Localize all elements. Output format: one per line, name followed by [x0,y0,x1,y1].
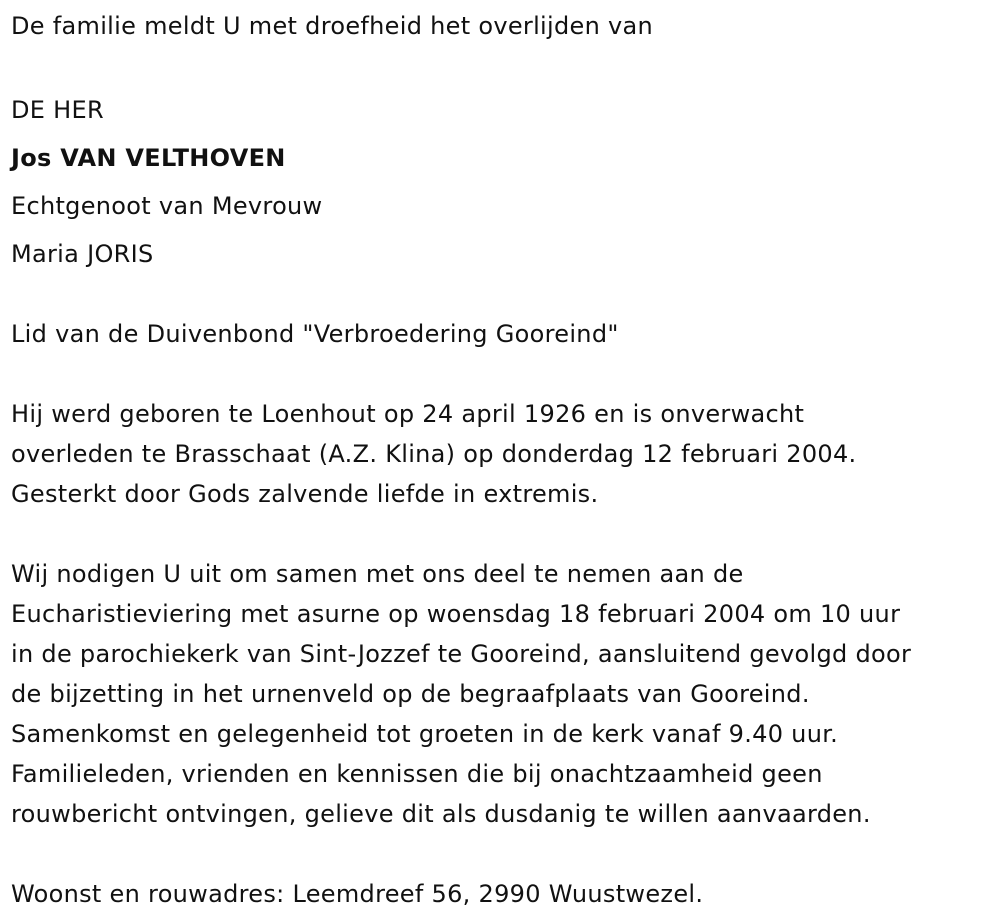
paragraph-line: Eucharistieviering met asurne op woensdag 18 februari 2004 om 10 uur [11,600,901,628]
obituary-document [11,6,991,914]
paragraph-line: Samenkomst en gelegenheid tot groeten in de kerk vanaf 9.40 uur. [11,720,839,748]
paragraph-line: Wij nodigen U uit om samen met ons deel te nemen aan de [11,560,744,588]
intro-text: De familie meldt U met droefheid het overlijden van [11,12,654,40]
spacer [11,514,991,554]
paragraph-line: in de parochiekerk van Sint-Jozzef te Gooreind, aansluitend gevolgd door [11,640,912,668]
invitation-paragraph [11,554,991,834]
paragraph-line: rouwbericht ontvingen, gelieve dit als dusdanig te willen aanvaarden. [11,800,871,828]
paragraph-line: Gesterkt door Gods zalvende liefde in extremis. [11,480,599,508]
paragraph-line: de bijzetting in het urnenveld op de begraafplaats van Gooreind. [11,680,810,708]
spacer [11,354,991,394]
paragraph-line: Familieleden, vrienden en kennissen die bij onachtzaamheid geen [11,760,823,788]
paragraph-line: overleden te Brasschaat (A.Z. Klina) op donderdag 12 februari 2004. [11,440,857,468]
spouse-line-2: Maria JORIS [11,240,154,268]
membership-text: Lid van de Duivenbond "Verbroedering Gooreind" [11,320,619,348]
birth-death-paragraph [11,394,991,514]
paragraph-line: Hij werd geboren te Loenhout op 24 april 1926 en is onverwacht [11,400,805,428]
title-prefix: DE HER [11,96,104,124]
spacer [11,834,991,874]
spacer [11,46,991,86]
deceased-name: Jos VAN VELTHOVEN [11,144,286,172]
spacer [11,278,991,314]
spouse-line-1: Echtgenoot van Mevrouw [11,192,323,220]
address-text: Woonst en rouwadres: Leemdreef 56, 2990 Wuustwezel. [11,880,704,908]
